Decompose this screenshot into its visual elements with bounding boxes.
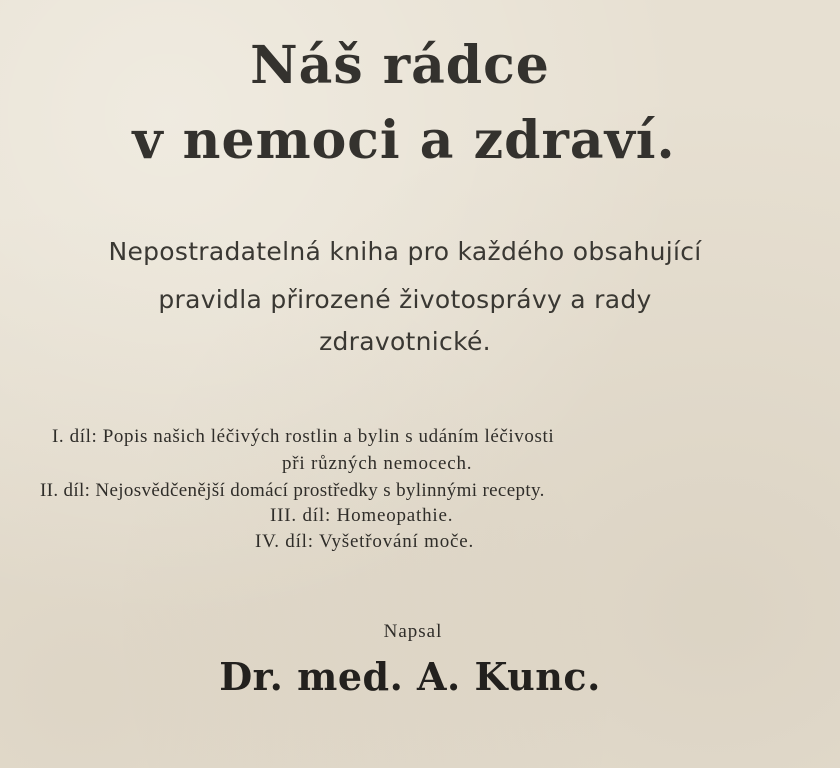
part-3-description: III. díl: Homeopathie. xyxy=(270,505,454,526)
subtitle-line-2: pravidla přirozené životosprávy a rady xyxy=(158,285,652,314)
author-name: Dr. med. A. Kunc. xyxy=(219,654,601,699)
subtitle-line-1: Nepostradatelná kniha pro každého obsahující xyxy=(108,237,702,266)
part-4-description: IV. díl: Vyšetřování moče. xyxy=(255,531,475,552)
byline-label: Napsal xyxy=(383,621,443,642)
book-title-line-1: Náš rádce xyxy=(250,35,550,96)
subtitle-line-3: zdravotnické. xyxy=(319,327,491,356)
part-1-description: I. díl: Popis našich léčivých rostlin a bylin s udáním léčivosti xyxy=(52,426,555,447)
part-2-description: II. díl: Nejosvědčenější domácí prostředky s bylinnými recepty. xyxy=(40,480,545,501)
book-title-line-2: v nemoci a zdraví. xyxy=(132,110,676,171)
part-1-description-continued: při různých nemocech. xyxy=(282,453,473,474)
